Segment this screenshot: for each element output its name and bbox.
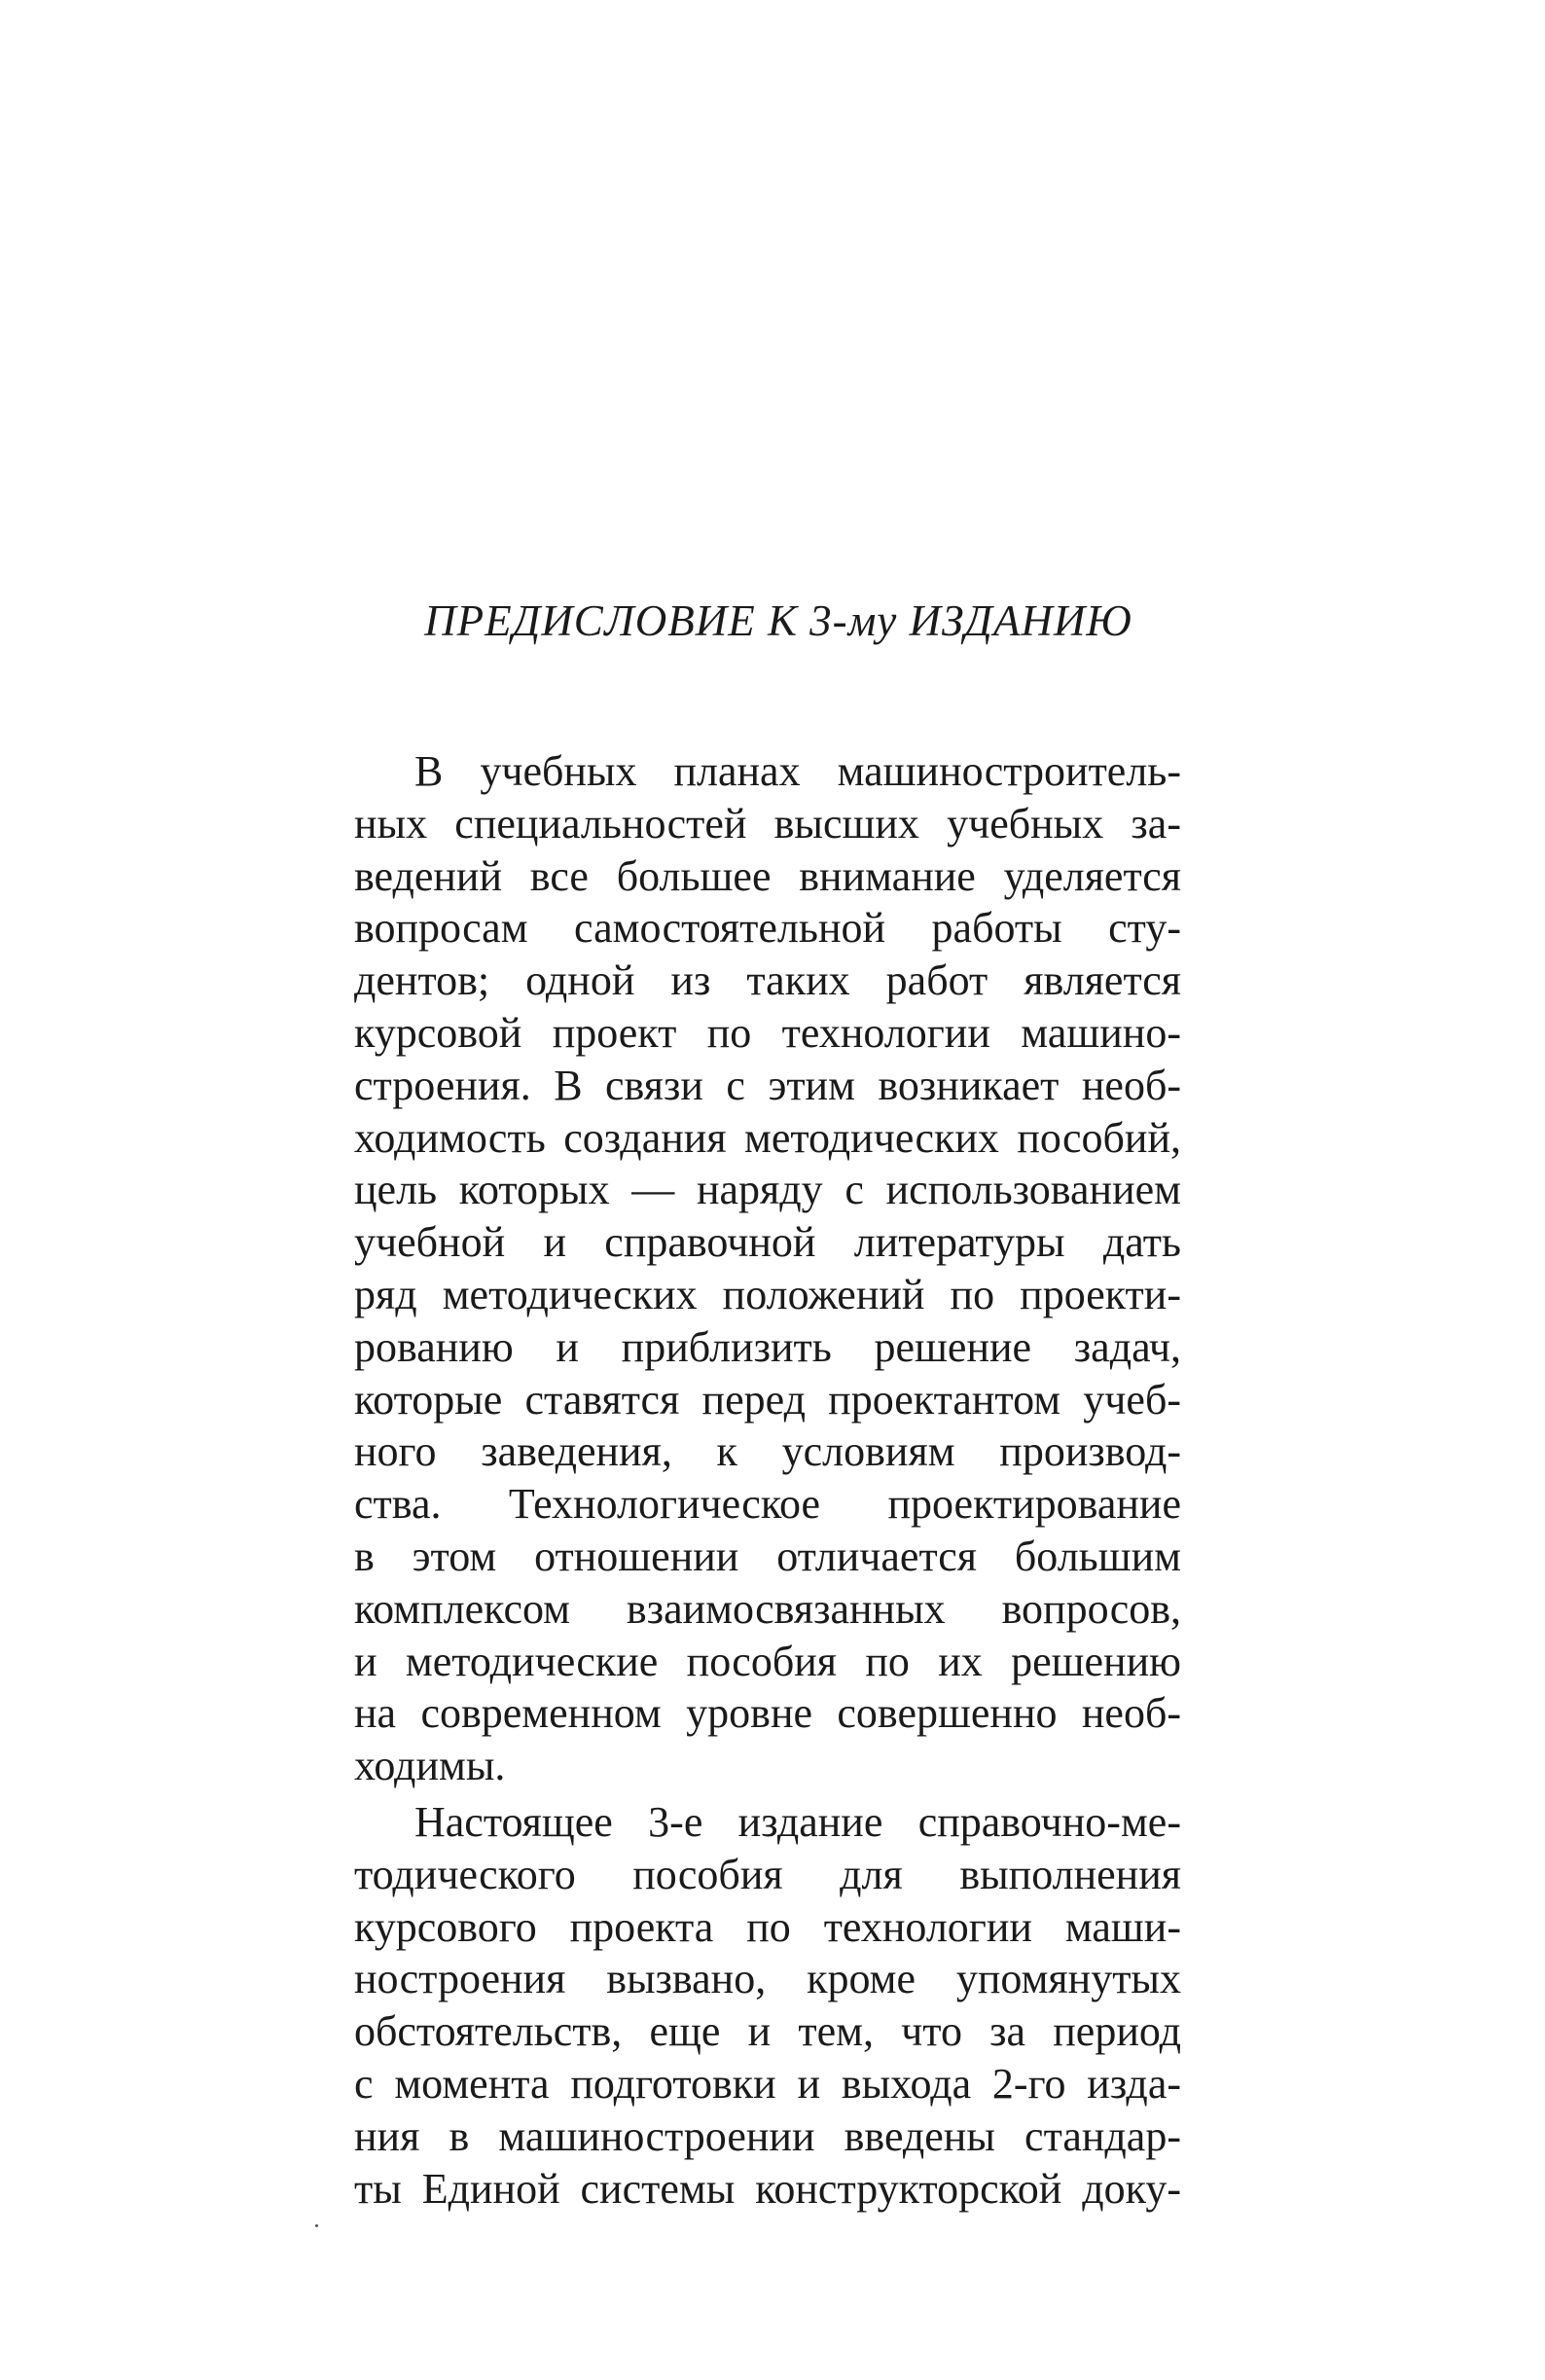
text-line: ного заведения, к условиям производ- [354, 1427, 1181, 1476]
text-line: тодического пособия для выполнения [354, 1850, 1181, 1898]
text-line: курсового проекта по технологии маши- [354, 1902, 1181, 1951]
text-line: курсовой проект по технологии машино- [354, 1008, 1181, 1057]
paragraph-2 [354, 1796, 1181, 2215]
text-line: рованию и приблизить решение задач, [354, 1322, 1181, 1371]
text-line: и методические пособия по их решению [354, 1637, 1181, 1685]
text-line: ностроения вызвано, кроме упомянутых [354, 1955, 1181, 2003]
text-line: которые ставятся перед проектантом учеб- [354, 1375, 1181, 1424]
text-line: в этом отношении отличается большим [354, 1532, 1181, 1580]
body-text [354, 745, 1181, 2215]
text-line: дентов; одной из таких работ является [354, 956, 1181, 1005]
page-heading: ПРЕДИСЛОВИЕ К 3-му ИЗДАНИЮ [424, 596, 1132, 645]
text-line: В учебных планах машиностроитель- [414, 747, 1181, 795]
text-line: комплексом взаимосвязанных вопросов, [354, 1584, 1181, 1633]
text-line: строения. В связи с этим возникает необ- [354, 1061, 1181, 1109]
text-line: ства. Технологическое проектирование [354, 1480, 1181, 1529]
text-line: ходимость создания методических пособий, [354, 1113, 1181, 1162]
text-line: цель которых — наряду с использованием [354, 1166, 1181, 1214]
text-line: Настоящее 3-е издание справочно-ме- [414, 1797, 1181, 1846]
text-line: вопросам самостоятельной работы сту- [354, 904, 1181, 953]
print-speck [315, 2224, 318, 2227]
text-line: обстоятельств, еще и тем, что за период [354, 2007, 1181, 2056]
text-line: ведений все большее внимание уделяется [354, 851, 1181, 900]
text-line: ходимы. [354, 1742, 506, 1790]
text-line: ряд методических положений по проекти- [354, 1270, 1181, 1318]
text-line: с момента подготовки и выхода 2-го изда- [354, 2059, 1181, 2108]
text-line: ния в машиностроении введены стандар- [354, 2111, 1181, 2160]
text-line: ных специальностей высших учебных за- [354, 799, 1181, 847]
paragraph-1 [354, 745, 1181, 1792]
text-line: ты Единой системы конструкторской доку- [354, 2164, 1181, 2213]
text-line: на современном уровне совершенно необ- [354, 1689, 1181, 1738]
text-line: учебной и справочной литературы дать [354, 1218, 1181, 1267]
